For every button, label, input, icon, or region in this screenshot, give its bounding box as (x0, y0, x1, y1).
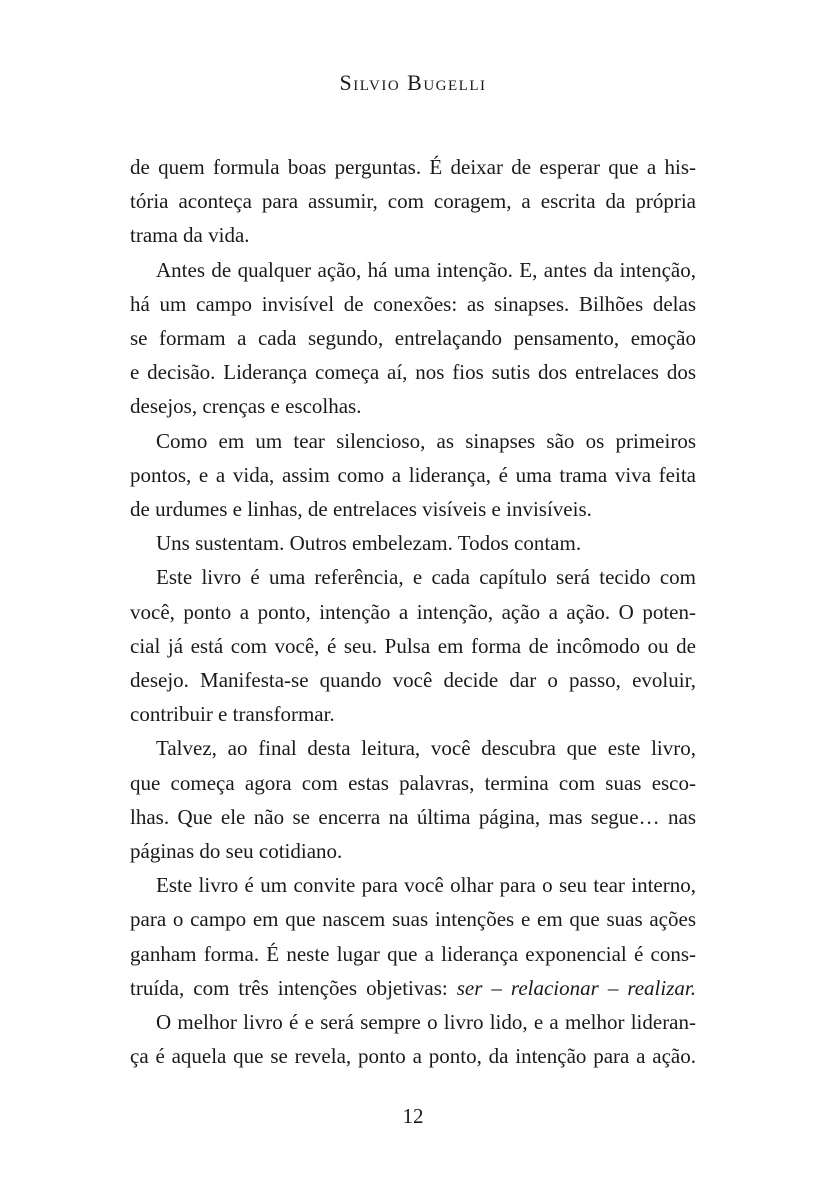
text-line: de quem formula boas perguntas. É deixar de esperar que a his- (130, 155, 696, 179)
text-line: desejo. Manifesta-se quando você decide dar o passo, evoluir, (130, 668, 696, 693)
text-line: Antes de qualquer ação, há uma intenção. E, antes da intenção, (156, 257, 696, 282)
paragraph (130, 253, 696, 424)
page-number: 12 (402, 1104, 424, 1128)
text-line: de urdumes e linhas, de entrelaces visíveis e invisíveis. (130, 497, 592, 522)
text-line: trama da vida. (130, 223, 250, 248)
paragraph (130, 560, 696, 731)
text-line: cial já está com você, é seu. Pulsa em forma de incômodo ou de (130, 633, 696, 658)
text-line: para o campo em que nascem suas intenções e em que suas ações (130, 907, 696, 932)
paragraph (130, 150, 696, 253)
text-line (130, 971, 696, 1005)
text-line: você, ponto a ponto, intenção a intenção, ação a ação. O poten- (130, 599, 696, 624)
text-line-prefix: truída, com três intenções objetivas: (130, 975, 457, 1000)
body-text (130, 150, 696, 1073)
paragraph (130, 424, 696, 527)
text-line: se formam a cada segundo, entrelaçando pensamento, emoção (130, 326, 696, 351)
text-line: pontos, e a vida, assim como a liderança, é uma trama viva feita (130, 462, 696, 487)
paragraph (130, 1005, 696, 1073)
text-line: desejos, crenças e escolhas. (130, 394, 362, 419)
text-line: Uns sustentam. Outros embelezam. Todos contam. (156, 531, 582, 556)
paragraph (130, 526, 696, 560)
text-line: tória aconteça para assumir, com coragem, a escrita da própria (130, 189, 696, 214)
text-line: contribuir e transformar. (130, 702, 335, 727)
text-line: ça é aquela que se revela, ponto a ponto, da intenção para a ação. (130, 1044, 696, 1069)
text-line: lhas. Que ele não se encerra na última página, mas segue… nas (130, 804, 696, 829)
paragraph (130, 868, 696, 1005)
text-line: Como em um tear silencioso, as sinapses são os primeiros (156, 428, 696, 453)
text-line: e decisão. Liderança começa aí, nos fios sutis dos entrelaces dos (130, 360, 696, 385)
text-line: páginas do seu cotidiano. (130, 839, 343, 864)
text-line: O melhor livro é e será sempre o livro lido, e a melhor lideran- (156, 1010, 696, 1035)
text-line: ganham forma. É neste lugar que a liderança exponencial é cons- (130, 941, 696, 966)
italic-phrase: ser – relacionar – realizar. (456, 975, 696, 1000)
text-line: Talvez, ao final desta leitura, você descubra que este livro, (156, 736, 696, 761)
paragraph (130, 731, 696, 868)
text-line: Este livro é um convite para você olhar para o seu tear interno, (156, 873, 696, 898)
text-line: que começa agora com estas palavras, termina com suas esco- (130, 770, 696, 795)
text-line: Este livro é uma referência, e cada capítulo será tecido com (156, 565, 696, 590)
text-line: há um campo invisível de conexões: as sinapses. Bilhões delas (130, 291, 696, 316)
running-head: Silvio Bugelli (339, 70, 487, 95)
